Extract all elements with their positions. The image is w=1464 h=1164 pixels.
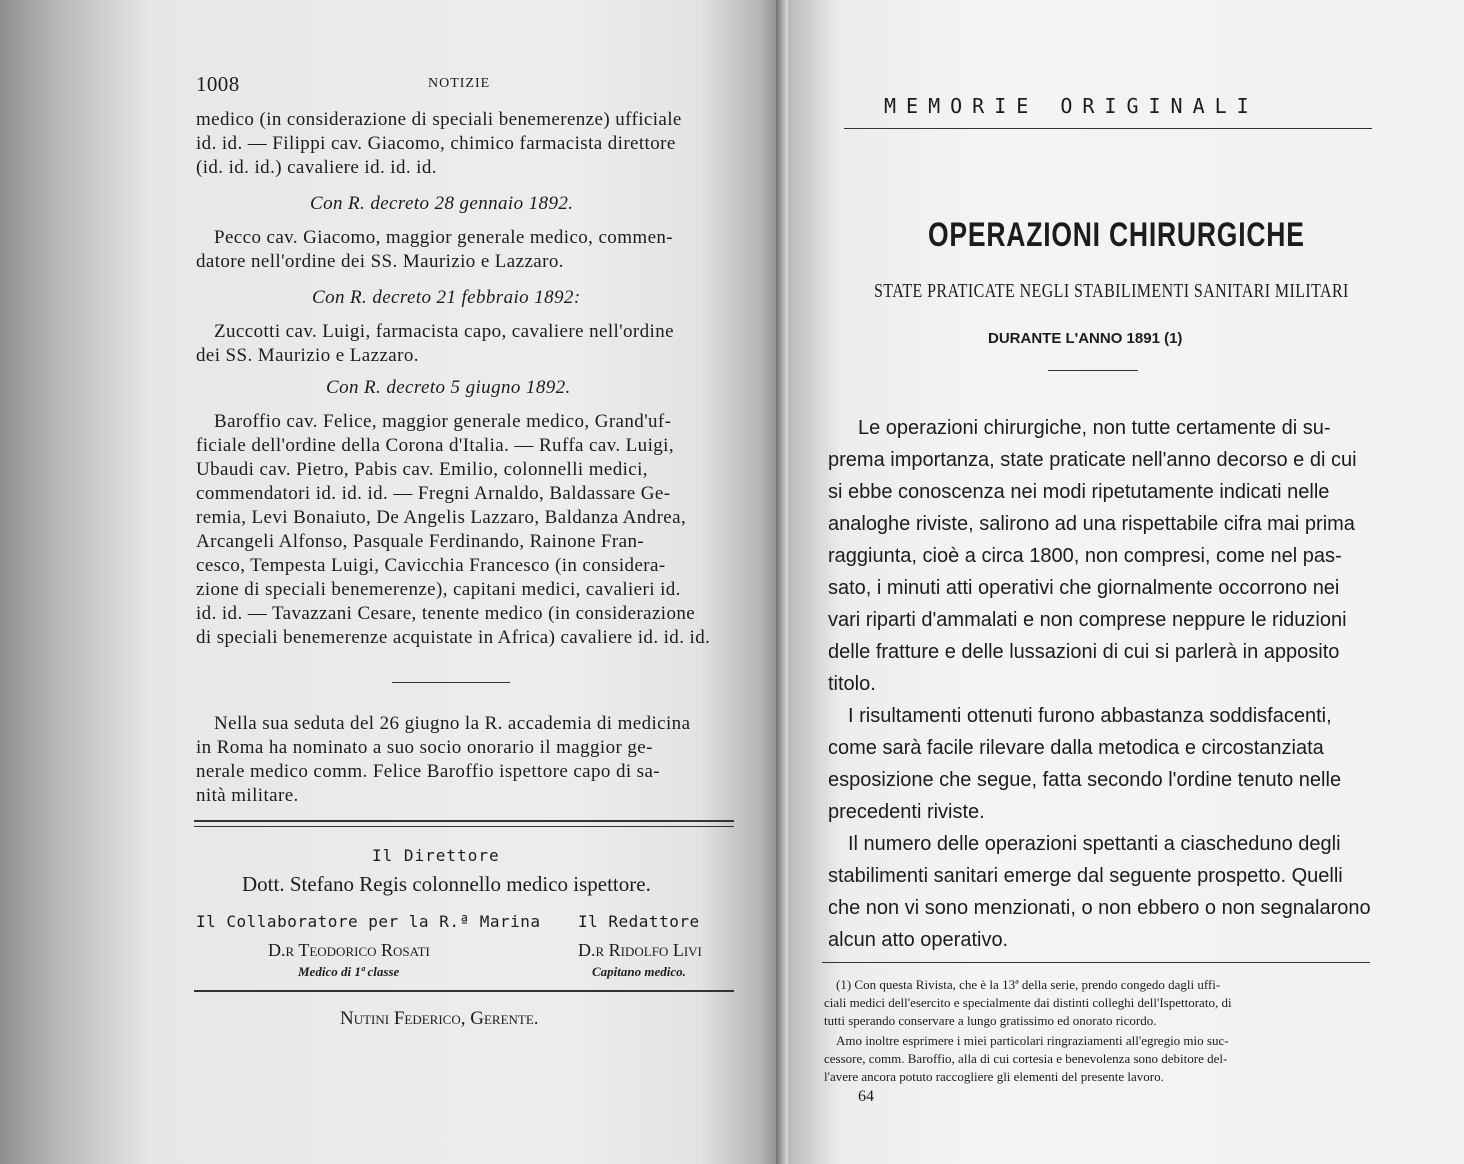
footnote-line: (1) Con questa Rivista, che è la 13ª della serie, prendo congedo dagli uffi- (836, 977, 1221, 992)
decree-heading: Con R. decreto 5 giugno 1892. (326, 377, 571, 398)
running-head: NOTIZIE (428, 76, 491, 91)
editor-label: Il Redattore (578, 912, 700, 931)
editor-name: D.r Ridolfo Livi (578, 940, 702, 960)
page-number: 1008 (196, 72, 240, 96)
text-line: Zuccotti cav. Luigi, farmacista capo, cavaliere nell'ordine (214, 321, 674, 342)
manager-line: Nutini Federico, Gerente. (340, 1008, 539, 1029)
para-line: esposizione che segue, fatta secondo l'ordine tenuto nelle (828, 769, 1342, 791)
para-line: titolo. (828, 673, 876, 695)
collaborator-role: Medico di 1ª classe (298, 964, 400, 979)
collaborator-label: Il Collaboratore per la R.ª Marina (196, 912, 541, 931)
double-rule-bottom (194, 826, 734, 827)
para-line: come sarà facile rilevare dalla metodica e circostanziata (828, 737, 1324, 759)
double-rule-top (194, 820, 734, 822)
para-line: sato, i minuti atti operativi che giornalmente occorrono nei (828, 577, 1340, 599)
footnote-line: cessore, comm. Baroffio, alla di cui cortesia e benevolenza sono debitore del- (824, 1051, 1228, 1066)
title-rule (1048, 370, 1138, 371)
text-line: datore nell'ordine dei SS. Maurizio e Lazzaro. (196, 251, 564, 272)
book-gutter (776, 0, 788, 1164)
para-line: che non vi sono menzionati, o non ebbero o non segnalarono (828, 897, 1371, 919)
text-line: nerale medico comm. Felice Baroffio ispettore capo di sa- (196, 761, 661, 782)
text-line: Arcangeli Alfonso, Pasquale Ferdinando, Rainone Fran- (196, 531, 645, 552)
para-line: raggiunta, cioè a circa 1800, non compresi, come nel pas- (828, 545, 1342, 567)
para-line: analoghe riviste, salirono ad una rispettabile cifra mai prima (828, 513, 1355, 535)
text-line: Nella sua seduta del 26 giugno la R. accademia di medicina (214, 713, 691, 734)
article-subtitle-year: DURANTE L'ANNO 1891 (1) (988, 330, 1183, 347)
text-line: Baroffio cav. Felice, maggior generale medico, Grand'uf- (214, 411, 672, 432)
text-line: cesco, Tempesta Luigi, Cavicchia Francesco (in considera- (196, 555, 666, 576)
para-line: alcun atto operativo. (828, 929, 1009, 951)
text-line: dei SS. Maurizio e Lazzaro. (196, 345, 419, 366)
text-line: medico (in considerazione di speciali benemerenze) ufficiale (196, 109, 682, 130)
text-line: (id. id. id.) cavaliere id. id. id. (196, 157, 437, 178)
footnote-line: Amo inoltre esprimere i miei particolari ringraziamenti all'egregio mio suc- (836, 1033, 1229, 1048)
footnote-line: ciali medici dell'esercito e specialmente dai distinti colleghi dell'Ispettorato, di (824, 995, 1232, 1010)
director-name: Dott. Stefano Regis colonnello medico ispettore. (242, 872, 651, 896)
text-line: di speciali benemerenze acquistate in Africa) cavaliere id. id. id. (196, 627, 711, 648)
director-label: Il Direttore (372, 846, 500, 865)
separator-rule (392, 682, 510, 683)
footer-rule (194, 990, 734, 992)
article-subtitle: STATE PRATICATE NEGLI STABILIMENTI SANITARI MILITARI (874, 280, 1349, 302)
collaborator-name: D.r Teodorico Rosati (268, 940, 430, 960)
para-line: vari riparti d'ammalati e non comprese neppure le riduzioni (828, 609, 1347, 631)
text-line: zione di speciali benemerenze), capitani medici, cavalieri id. (196, 579, 681, 600)
footnote-line: tutti sperando conservare a lungo gratissimo ed onorato ricordo. (824, 1013, 1157, 1028)
right-page (780, 0, 1464, 1164)
section-head: MEMORIE ORIGINALI (884, 94, 1259, 118)
para-line: stabilimenti sanitari emerge dal seguente prospetto. Quelli (828, 865, 1343, 887)
text-line: remia, Levi Bonaiuto, De Angelis Lazzaro, Baldanza Andrea, (196, 507, 687, 528)
signature-mark: 64 (858, 1088, 874, 1105)
text-line: ficiale dell'ordine della Corona d'Italia. — Ruffa cav. Luigi, (196, 435, 674, 456)
para-line: I risultamenti ottenuti furono abbastanza soddisfacenti, (848, 705, 1332, 727)
decree-heading: Con R. decreto 21 febbraio 1892: (312, 287, 581, 308)
text-line: Ubaudi cav. Pietro, Pabis cav. Emilio, colonnelli medici, (196, 459, 648, 480)
para-line: delle fratture e delle lussazioni di cui si parlerà in apposito (828, 641, 1340, 663)
text-line: Pecco cav. Giacomo, maggior generale medico, commen- (214, 227, 674, 248)
footnote-rule (822, 962, 1370, 963)
text-line: id. id. — Filippi cav. Giacomo, chimico farmacista direttore (196, 133, 676, 154)
text-line: commendatori id. id. id. — Fregni Arnaldo, Baldassare Ge- (196, 483, 671, 504)
article-title: OPERAZIONI CHIRURGICHE (928, 216, 1305, 254)
para-line: Le operazioni chirurgiche, non tutte certamente di su- (858, 417, 1331, 439)
para-line: precedenti riviste. (828, 801, 985, 823)
para-line: prema importanza, state praticate nell'anno decorso e di cui (828, 449, 1357, 471)
para-line: Il numero delle operazioni spettanti a ciascheduno degli (848, 833, 1341, 855)
text-line: nità militare. (196, 785, 299, 806)
text-line: id. id. — Tavazzani Cesare, tenente medico (in considerazione (196, 603, 696, 624)
decree-heading: Con R. decreto 28 gennaio 1892. (310, 193, 574, 214)
section-rule (844, 128, 1372, 129)
editor-role: Capitano medico. (592, 964, 686, 979)
para-line: si ebbe conoscenza nei modi ripetutamente indicati nelle (828, 481, 1330, 503)
footnote-line: l'avere ancora potuto raccogliere gli elementi del presente lavoro. (824, 1069, 1164, 1084)
text-line: in Roma ha nominato a suo socio onorario il maggior ge- (196, 737, 653, 758)
